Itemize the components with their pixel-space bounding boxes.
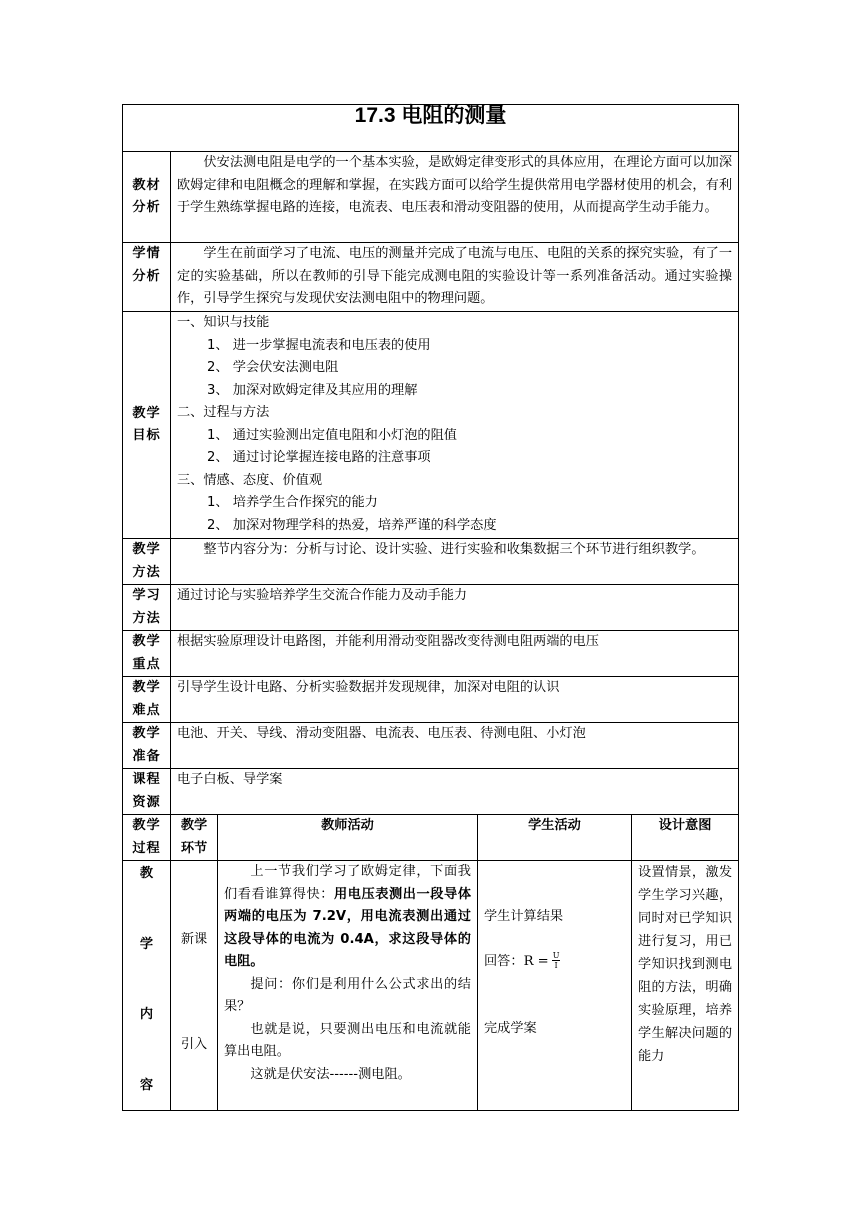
goal-item: 2、 学会伏安法测电阻 [207,360,339,375]
teaching-method-text: 整节内容分为：分析与讨论、设计实验、进行实验和收集数据三个环节进行组织教学。 [171,539,739,585]
preparation-label: 教学 准备 [123,723,171,769]
student-analysis-label: 学情 分析 [123,243,171,312]
key-points-label: 教学 重点 [123,631,171,677]
goal-item: 2、 通过讨论掌握连接电路的注意事项 [207,450,431,465]
teacher-question: 提问：你们是利用什么公式求出的结果？ [224,976,471,1014]
teaching-goals-row [123,312,739,539]
goal-item: 1、 进一步掌握电流表和电压表的使用 [207,337,431,353]
stage-label-intro: 引入 [180,1036,208,1052]
formula-fraction [552,951,561,970]
formula-numerator: U [552,951,560,960]
learning-method-label: 学习 方法 [123,585,171,631]
process-header-row [123,815,739,861]
page-title: 17.3 电阻的测量 [123,105,739,152]
resources-text: 电子白板、导学案 [171,769,739,815]
teacher-intro-text: 上一节我们学习了欧姆定律，下面我们看看谁算得快： [224,864,471,902]
student-calc: 学生计算结果 [484,909,564,924]
goal-heading: 三、情感、态度、价值观 [177,472,323,488]
resources-row [123,769,739,815]
student-worksheet: 完成学案 [484,1021,537,1036]
material-analysis-text: 伏安法测电阻是电学的一个基本实验，是欧姆定律变形式的具体应用，在理论方面可以加深欧姆定律和电阻概念的理解和掌握，在实践方面可以给学生提供常用电学器材使用的机会，有利于学生熟练掌握电路的连接，电流表、电压表和滑动变阻器的使用，从而提高学生动手能力。 [171,152,739,243]
process-content-row [123,861,739,1111]
goal-heading: 二、过程与方法 [177,405,270,420]
key-points-row [123,631,739,677]
formula-lhs: R = [523,953,549,969]
learning-method-text: 通过讨论与实验培养学生交流合作能力及动手能力 [171,585,739,631]
material-analysis-label: 教材 分析 [123,152,171,243]
teaching-goals-label: 教学 目标 [123,312,171,539]
student-activity [478,861,632,1111]
lesson-plan-table [122,104,739,1111]
design-intent: 设置情景，激发学生学习兴趣，同时对已学知识进行复习，用已学知识找到测电阻的方法，明确实验原理，培养学生解决问题的能力 [632,861,739,1111]
goal-heading: 一、知识与技能 [177,315,270,330]
content-vertical-label: 教 学 内 容 [123,861,171,1111]
difficulties-label: 教学 难点 [123,677,171,723]
material-analysis-row [123,152,739,243]
student-answer: 回答：R = $\frac{U}{I}$ [484,951,560,970]
preparation-row [123,723,739,769]
student-analysis-text: 学生在前面学习了电流、电压的测量并完成了电流与电压、电阻的关系的探究实验，有了一定的实验基础，所以在教师的引导下能完成测电阻的实验设计等一系列准备活动。通过实验操作，引导学生探究与发现伏安法测电阻中的物理问题。 [171,243,739,312]
title-row [123,105,739,152]
stage-label-new: 新课 [180,932,208,947]
stage-column-header: 教学 环节 [171,815,218,861]
learning-method-row [123,585,739,631]
student-analysis-row [123,243,739,312]
teacher-activity [218,861,478,1111]
teaching-method-row [123,539,739,585]
key-points-text: 根据实验原理设计电路图，并能利用滑动变阻器改变待测电阻两端的电压 [171,631,739,677]
teaching-goals-list [171,312,739,539]
stage-cell [171,861,218,1111]
resources-label: 课程 资源 [123,769,171,815]
student-column-header: 学生活动 [478,815,632,861]
difficulties-row [123,677,739,723]
preparation-text: 电池、开关、导线、滑动变阻器、电流表、电压表、待测电阻、小灯泡 [171,723,739,769]
teacher-problem-text: 用电压表测出一段导体两端的电压为 7.2V，用电流表测出通过这段导体的电流为 0.4A，求这段导体的电阻。 [224,886,472,969]
difficulties-text: 引导学生设计电路、分析实验数据并发现规律，加深对电阻的认识 [171,677,739,723]
teacher-column-header: 教师活动 [218,815,478,861]
teacher-summary: 也就是说，只要测出电压和电流就能算出电阻。 [224,1021,471,1059]
goal-item: 1、 培养学生合作探究的能力 [207,495,378,510]
formula-denominator: I [554,961,558,970]
goal-item: 1、 通过实验测出定值电阻和小灯泡的阻值 [207,427,457,443]
goal-item: 3、 加深对欧姆定律及其应用的理解 [207,382,418,398]
goal-item: 2、 加深对物理学科的热爱，培养严谨的科学态度 [207,517,497,533]
intent-column-header: 设计意图 [632,815,739,861]
process-label: 教学 过程 [123,815,171,861]
teacher-conclusion: 这就是伏安法------测电阻。 [250,1066,411,1082]
teaching-method-label: 教学 方法 [123,539,171,585]
